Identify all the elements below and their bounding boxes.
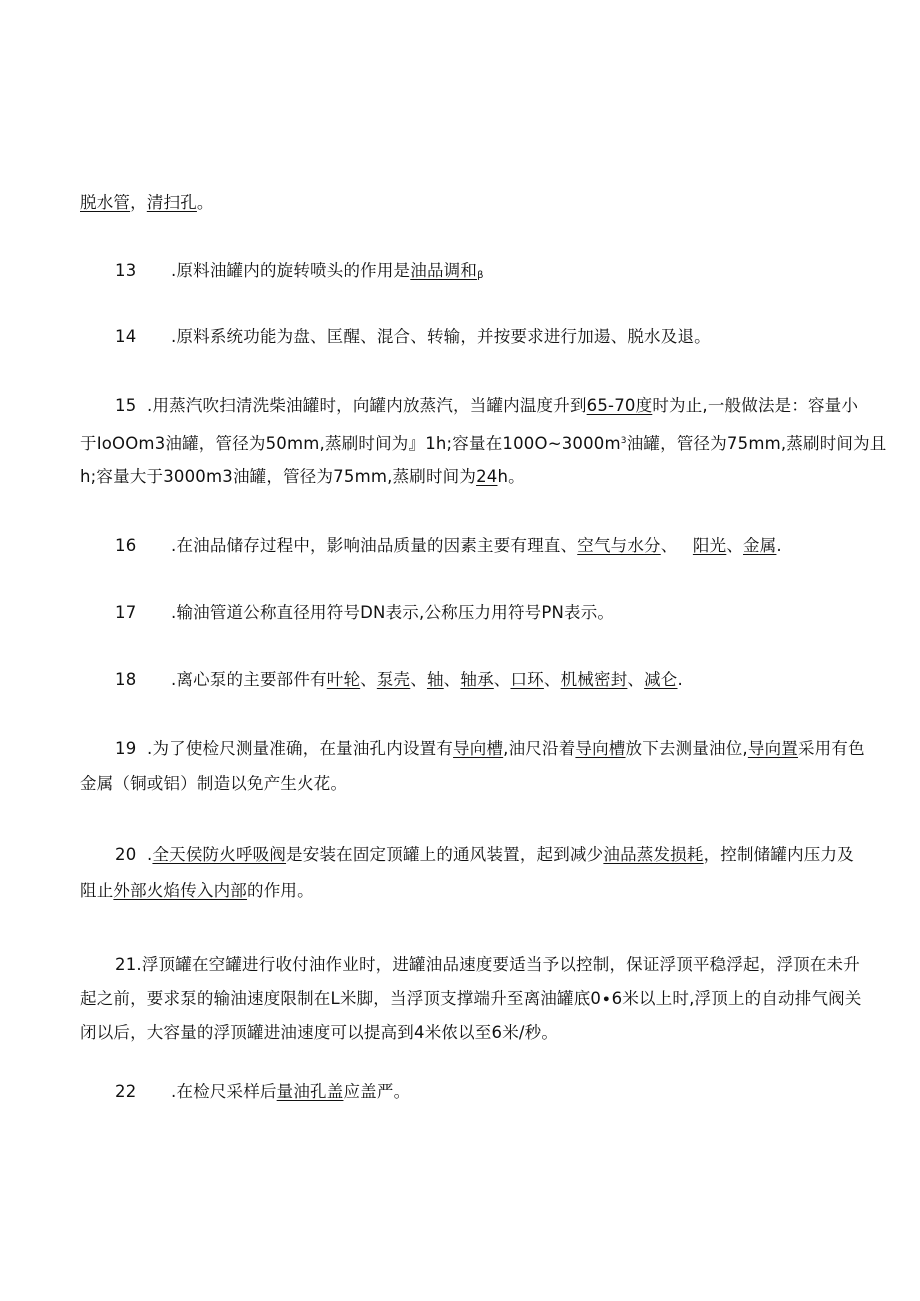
superscript: 3: [620, 436, 627, 446]
answer-text: 油品调和: [410, 261, 478, 280]
answer-text: 外部火焰传入内部: [113, 881, 248, 900]
answer-text: 24: [476, 467, 498, 486]
item-14: [115, 326, 711, 348]
answer-text: 阳光: [692, 536, 727, 555]
separator: 、: [660, 536, 683, 555]
item-end: .: [776, 536, 782, 555]
item-text: 时为止,一般做法是：容量小: [652, 396, 859, 415]
item-text: .原料系统功能为盘、匡醒、混合、转输，并按要求进行加逿、脱水及退。: [171, 327, 711, 346]
item-21-line-3: [80, 1022, 558, 1044]
item-number: 16: [115, 536, 137, 555]
item-text: 21.浮顶罐在空罐进行收付油作业时，进罐油品速度要适当予以控制，保证浮顶平稳浮起，浮顶在未升: [115, 955, 860, 974]
item-text: h;容量大于3000m3油罐，管径为75mm,蒸刷时间为: [80, 467, 477, 486]
item-text: 是安装在固定顶罐上的通风装置，起到减少: [286, 845, 604, 864]
answer-text: 轴: [426, 670, 444, 689]
answer-text: 轴承: [460, 670, 494, 689]
item-22: [115, 1081, 410, 1103]
item-number: 15: [115, 396, 137, 415]
answer-text: 减仑: [644, 670, 678, 689]
item-text: 采用有色: [797, 739, 865, 758]
intro-line: [80, 192, 214, 214]
separator: 、: [627, 670, 645, 689]
item-19-line-1: [115, 738, 865, 760]
item-text: 应盖严。: [343, 1082, 411, 1101]
answer-text: 金属: [743, 536, 777, 555]
item-20-line-1: [115, 844, 854, 866]
item-21-line-1: [115, 954, 860, 976]
item-text: 的作用。: [247, 881, 314, 900]
item-number: 13: [115, 261, 137, 280]
item-text: 阻止: [80, 881, 114, 900]
item-number: 18: [115, 670, 137, 689]
item-number: 17: [115, 603, 137, 622]
item-text: 于IoOOm3油罐，管径为50mm,蒸刷时间为』1h;容量在100O~3000m: [80, 434, 621, 453]
punctuation: 。: [196, 193, 214, 212]
item-15-line-1: [115, 395, 858, 417]
item-number: 14: [115, 327, 137, 346]
item-number: 20: [115, 845, 137, 864]
item-text: .为了使检尺测量准确，在量油孔内设置有: [147, 739, 454, 758]
item-text: h。: [497, 467, 525, 486]
item-text: ,油尺沿着: [503, 739, 576, 758]
item-text: .用蒸汽吹扫清洗柴油罐时，向罐内放蒸汽，当罐内温度升到: [147, 396, 587, 415]
item-text: .输油管道公称直径用符号DN表示,公称压力用符号PN表示。: [171, 603, 615, 622]
answer-text: 清扫孔: [146, 193, 197, 212]
item-21-line-2: [80, 988, 862, 1010]
item-18: [115, 669, 683, 691]
separator: 、: [443, 670, 461, 689]
item-end: .: [677, 670, 683, 689]
answer-text: 油品蒸发损耗: [603, 845, 704, 864]
item-text: 金属（铜或铝）制造以免产生火花。: [80, 774, 348, 793]
item-20-line-2: [80, 880, 314, 902]
item-19-line-2: [80, 773, 347, 795]
answer-text: 脱水管: [80, 193, 131, 212]
item-text: .原料油罐内的旋转喷头的作用是: [171, 261, 411, 280]
item-tail: β: [477, 270, 484, 281]
separator: 、: [493, 670, 511, 689]
item-text: .在检尺采样后: [171, 1082, 277, 1101]
item-text: .在油品储存过程中，影响油品质量的因素主要有理直、: [171, 536, 578, 555]
item-text: 闭以后，大容量的浮顶罐进油速度可以提高到4米侬以至6米/秒。: [80, 1023, 559, 1042]
answer-text: 导向槽: [453, 739, 504, 758]
separator: 、: [360, 670, 377, 689]
punctuation: ，: [130, 193, 147, 212]
item-text: 油罐，管径为75mm,蒸刷时间为且: [626, 434, 887, 453]
item-13: [115, 260, 484, 287]
item-text: 起之前，要求泵的输油速度限制在L米脚，当浮顶支撑端升至离油罐底0∙6米以上时,浮顶上的自动排气阀关: [80, 989, 862, 1008]
item-text: .: [147, 845, 153, 864]
answer-text: 口环: [510, 670, 544, 689]
item-15-line-2: [80, 430, 887, 455]
separator: 、: [726, 536, 744, 555]
answer-text: 导向槽: [575, 739, 626, 758]
answer-text: 65-70度: [586, 396, 653, 415]
answer-text: 机械密封: [560, 670, 628, 689]
answer-text: 叶轮: [326, 670, 361, 689]
item-number: 22: [115, 1082, 137, 1101]
item-text: 放下去测量油位,: [625, 739, 748, 758]
answer-text: 导向置: [747, 739, 798, 758]
item-text: .离心泵的主要部件有: [171, 670, 327, 689]
item-17: [115, 602, 614, 624]
answer-text: 量油孔盖: [276, 1082, 344, 1101]
separator: 、: [410, 670, 427, 689]
item-text: ，控制储罐内压力及: [703, 845, 854, 864]
item-15-line-3: [80, 466, 525, 488]
item-16: [115, 535, 782, 557]
answer-text: 泵壳: [376, 670, 411, 689]
separator: 、: [543, 670, 561, 689]
answer-text: 全天侯防火呼吸阀: [152, 845, 287, 864]
item-number: 19: [115, 739, 137, 758]
answer-text: 空气与水分: [577, 536, 661, 555]
